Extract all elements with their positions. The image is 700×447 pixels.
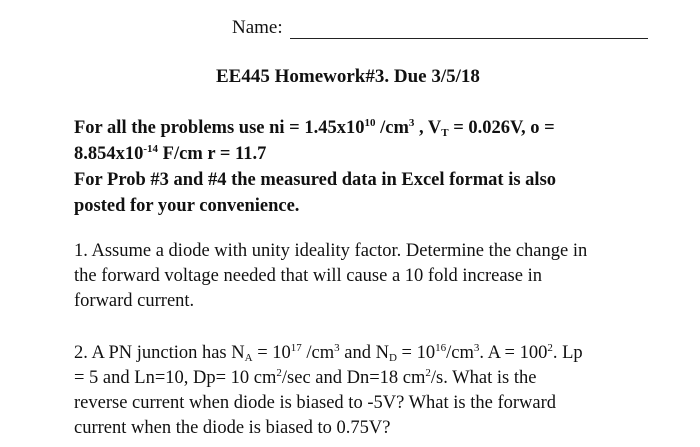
- constants-line-2: [74, 141, 266, 167]
- homework-title: EE445 Homework#3. Due 3/5/18: [216, 66, 480, 87]
- constants-line-1: [74, 115, 555, 141]
- problem-1-line-3: forward current.: [74, 291, 195, 311]
- problem-text: and N: [339, 343, 389, 363]
- problem-text: = 5 and Ln=10, Dp= 10 cm: [74, 368, 277, 388]
- exponent: 2: [276, 367, 282, 379]
- exponent: 3: [408, 117, 415, 129]
- name-label: Name:: [232, 17, 283, 38]
- subscript: A: [244, 352, 253, 364]
- problem-2-line-2: [74, 366, 536, 391]
- problem-text: /cm: [301, 343, 335, 363]
- problem-text: . Lp: [552, 343, 583, 363]
- note-line-1: For Prob #3 and #4 the measured data in Excel format is also: [74, 170, 557, 190]
- problem-text: . A = 100: [479, 343, 548, 363]
- exponent: 3: [334, 342, 340, 354]
- problem-2-line-3: reverse current when diode is biased to -5V? What is the forward: [74, 393, 557, 413]
- note-line-2: posted for your convenience.: [74, 196, 300, 216]
- problem-text: /sec and Dn=18 cm: [281, 368, 426, 388]
- constants-text: 8.854x10: [74, 144, 144, 164]
- problem-text: = 10: [396, 343, 436, 363]
- subscript: T: [441, 127, 449, 139]
- constants-text: F/cm r = 11.7: [158, 144, 267, 164]
- problem-text: /s. What is the: [430, 368, 537, 388]
- constants-text: , V: [414, 118, 442, 138]
- subscript: D: [388, 352, 397, 364]
- exponent: 10: [364, 117, 376, 129]
- constants-text: For all the problems use ni = 1.45x10: [74, 118, 365, 138]
- problem-2-line-4: current when the diode is biased to 0.75V?: [74, 418, 391, 438]
- name-blank-line: [290, 38, 648, 39]
- exponent: -14: [143, 143, 159, 155]
- problem-1-line-2: the forward voltage needed that will cause a 10 fold increase in: [74, 266, 542, 286]
- exponent: 16: [435, 342, 447, 354]
- problem-2-line-1: [74, 341, 583, 366]
- exponent: 3: [473, 342, 480, 354]
- exponent: 2: [547, 342, 553, 354]
- problem-1-line-1: 1. Assume a diode with unity ideality factor. Determine the change in: [74, 241, 588, 261]
- problem-text: /cm: [446, 343, 474, 363]
- problem-text: = 10: [252, 343, 291, 363]
- constants-text: /cm: [375, 118, 409, 138]
- constants-text: = 0.026V, o =: [448, 118, 555, 138]
- problem-text: 2. A PN junction has N: [74, 343, 245, 363]
- exponent: 17: [290, 342, 302, 354]
- exponent: 2: [425, 367, 431, 379]
